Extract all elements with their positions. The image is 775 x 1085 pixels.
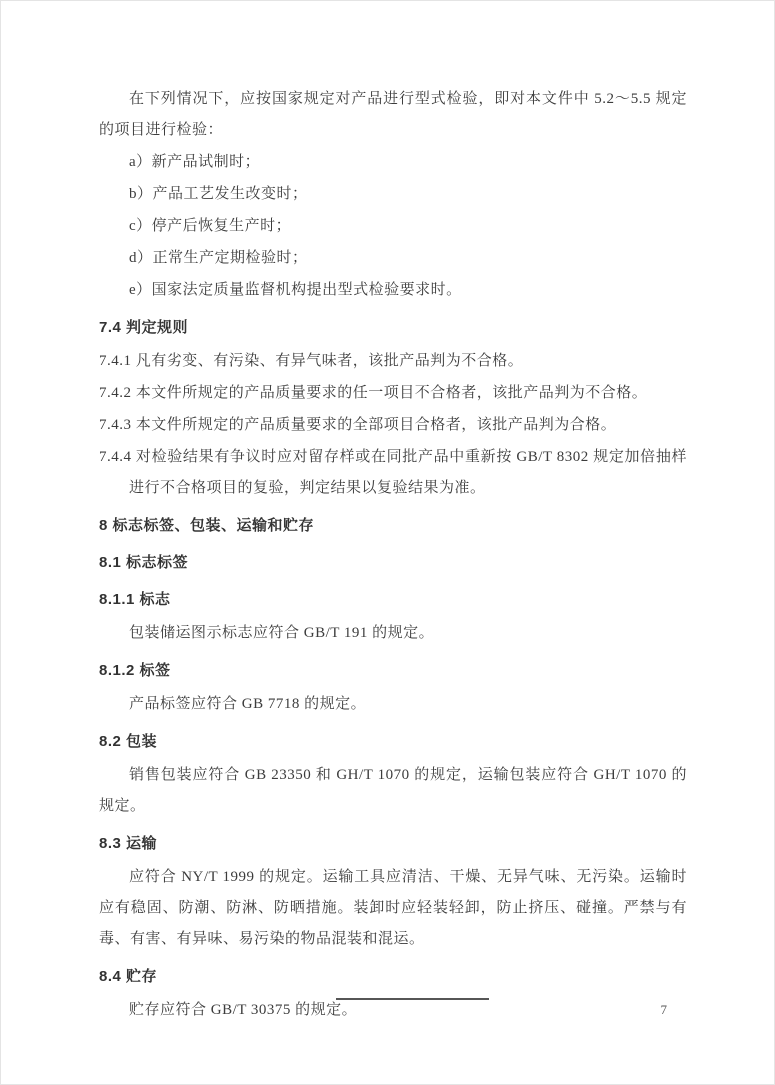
- heading-8-1-marking-label: 8.1 标志标签: [99, 554, 189, 571]
- clause-7-4-4: 7.4.4 对检验结果有争议时应对留存样或在同批产品中重新按 GB/T 8302 规定加倍抽样进行不合格项目的复验，判定结果以复验结果为准。: [99, 449, 687, 496]
- heading-8-3-transport: 8.3 运输: [99, 835, 158, 852]
- heading-8-4-storage: 8.4 贮存: [99, 968, 158, 985]
- heading-7-4-judgment-rules: 7.4 判定规则: [99, 319, 189, 336]
- type-inspection-intro: 在下列情况下，应按国家规定对产品进行型式检验，即对本文件中 5.2～5.5 规定的项目进行检验：: [99, 91, 687, 138]
- list-item-a: a）新产品试制时；: [129, 154, 261, 170]
- para-8-4-storage-body: 贮存应符合 GB/T 30375 的规定。: [129, 1002, 358, 1018]
- list-item-c: c）停产后恢复生产时；: [129, 218, 292, 234]
- page-number: 7: [660, 1002, 667, 1017]
- para-8-1-2-label-body: 产品标签应符合 GB 7718 的规定。: [129, 696, 367, 712]
- list-item-d: d）正常生产定期检验时；: [129, 250, 308, 266]
- para-8-1-1-marking-body: 包装储运图示标志应符合 GB/T 191 的规定。: [129, 625, 435, 641]
- heading-8-1-2-label: 8.1.2 标签: [99, 662, 171, 679]
- para-8-3-transport-body: 应符合 NY/T 1999 的规定。运输工具应清洁、干燥、无异气味、无污染。运输时应有稳固、防潮、防淋、防晒措施。装卸时应轻装轻卸，防止挤压、碰撞。严禁与有毒、有害、有异味、易污染的物品混装和混运。: [99, 869, 687, 947]
- clause-7-4-3: 7.4.3 本文件所规定的产品质量要求的全部项目合格者，该批产品判为合格。: [99, 417, 617, 433]
- clause-7-4-1: 7.4.1 凡有劣变、有污染、有异气味者，该批产品判为不合格。: [99, 353, 524, 369]
- clause-7-4-2: 7.4.2 本文件所规定的产品质量要求的任一项目不合格者，该批产品判为不合格。: [99, 385, 648, 401]
- list-item-b: b）产品工艺发生改变时；: [129, 186, 308, 202]
- list-item-e: e）国家法定质量监督机构提出型式检验要求时。: [129, 282, 462, 298]
- heading-8-2-packaging: 8.2 包装: [99, 733, 158, 750]
- para-8-2-packaging-body: 销售包装应符合 GB 23350 和 GH/T 1070 的规定，运输包装应符合 GH/T 1070 的规定。: [99, 767, 687, 814]
- end-of-document-rule: [336, 998, 489, 1000]
- heading-8-1-1-marking: 8.1.1 标志: [99, 591, 171, 608]
- heading-8-marking-packaging-transport-storage: 8 标志标签、包装、运输和贮存: [99, 517, 315, 534]
